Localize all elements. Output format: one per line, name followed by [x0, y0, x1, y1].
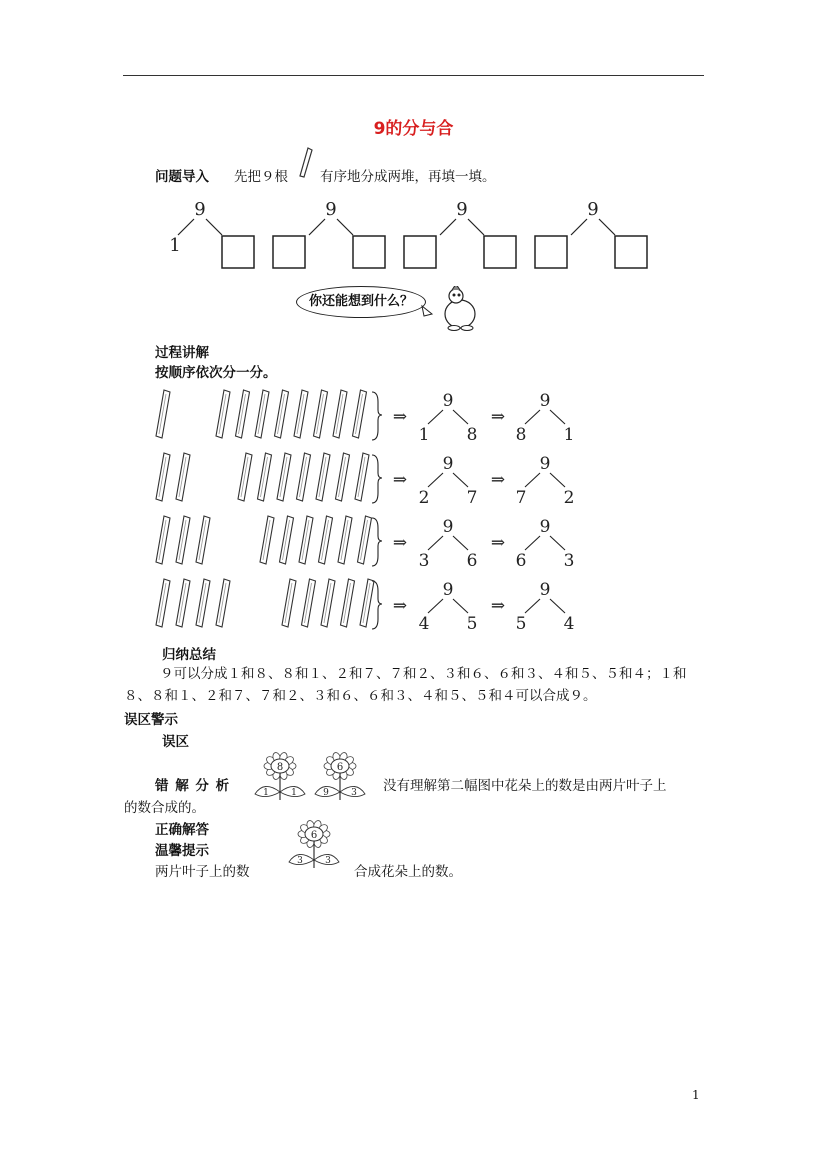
stick [294, 390, 308, 438]
tree-right-number: 1 [563, 425, 575, 445]
split-tree [516, 391, 575, 445]
tree-top-number: 9 [539, 391, 551, 411]
leaf-right-number: 1 [291, 788, 297, 798]
correct-label: 正确解答 [155, 822, 209, 838]
split-tree [404, 199, 516, 268]
stick [353, 390, 367, 438]
flower-center-number: 8 [276, 762, 284, 773]
tree-left-number: 4 [418, 614, 430, 634]
process-heading: 过程讲解 [155, 345, 209, 361]
split-tree [419, 517, 478, 571]
tree-right-number: 2 [563, 488, 575, 508]
thought-bubble: 你还能想到什么？ [296, 286, 426, 318]
stick [341, 579, 355, 627]
split-tree [419, 454, 478, 508]
flower-center-number: 6 [336, 762, 344, 773]
stick [176, 516, 190, 564]
tree-left-number: 7 [515, 488, 527, 508]
stick [355, 453, 369, 501]
arrow-icon: ⇒ [392, 533, 408, 553]
arrow-icon: ⇒ [392, 596, 408, 616]
stick [258, 453, 272, 501]
tip-suffix: 合成花朵上的数。 [354, 864, 462, 880]
tree-left-number: 1 [169, 235, 181, 256]
stick [238, 453, 252, 501]
stick [156, 579, 170, 627]
stick [358, 516, 372, 564]
answer-box[interactable] [353, 236, 385, 268]
stick [299, 516, 313, 564]
mascot-icon [412, 286, 482, 331]
analysis-text-2: 的数合成的。 [124, 800, 205, 816]
split-tree [419, 580, 478, 634]
tree-right-number: 4 [563, 614, 575, 634]
tip-label: 温馨提示 [155, 843, 209, 859]
summary-heading: 归纳总结 [162, 647, 216, 663]
arrow-icon: ⇒ [392, 407, 408, 427]
stick [216, 579, 230, 627]
flower-3 [284, 820, 344, 870]
stick [156, 390, 170, 438]
stick [302, 579, 316, 627]
tree-left-number: 6 [515, 551, 527, 571]
arrow-icon: ⇒ [490, 533, 506, 553]
tree-top-number: 9 [325, 199, 337, 220]
leaf-left-number: 9 [323, 788, 329, 798]
stick [282, 579, 296, 627]
answer-box[interactable] [535, 236, 567, 268]
process-subheading: 按顺序依次分一分。 [155, 365, 277, 381]
tree-top-number: 9 [442, 580, 454, 600]
warning-heading: 误区警示 [124, 712, 178, 728]
stick [260, 516, 274, 564]
stick [216, 390, 230, 438]
flower-2 [310, 752, 370, 802]
stick [280, 516, 294, 564]
tree-right-number: 5 [466, 614, 478, 634]
brace [372, 581, 382, 629]
warning-sub: 误区 [162, 734, 189, 750]
summary-text: ９可以分成１和８、８和１、２和７、７和２、３和６、６和３、４和５、５和４；１和８、８和１、２和７、７和２、３和６、６和３、４和５、５和４可以合成９。 [124, 666, 687, 704]
tree-left-number: 1 [418, 425, 430, 445]
intro-suffix: 有序地分成两堆，再填一填。 [320, 169, 496, 185]
stick [277, 453, 291, 501]
page-title: 9的分与合 [373, 119, 454, 139]
answer-box[interactable] [404, 236, 436, 268]
stick [196, 579, 210, 627]
tree-top-number: 9 [194, 199, 206, 220]
arrow-icon: ⇒ [490, 596, 506, 616]
tip-prefix: 两片叶子上的数 [155, 864, 250, 880]
tree-top-number: 9 [442, 517, 454, 537]
stick [236, 390, 250, 438]
split-row [156, 390, 574, 445]
tree-right-number: 8 [466, 425, 478, 445]
flower-1 [250, 752, 310, 802]
split-row [156, 516, 574, 571]
stick [275, 390, 289, 438]
stick [176, 579, 190, 627]
split-row [156, 579, 574, 634]
intro-trees [160, 195, 660, 275]
analysis-text-1: 没有理解第二幅图中花朵上的数是由两片叶子上 [383, 778, 667, 794]
leaf-right-number: 3 [351, 788, 357, 798]
arrow-icon: ⇒ [392, 470, 408, 490]
tree-right-number: 7 [466, 488, 478, 508]
split-tree [516, 517, 575, 571]
split-tree [516, 454, 575, 508]
analysis-label: 错 解 分 析 [155, 778, 231, 794]
stick [297, 453, 311, 501]
leaf-left-number: 1 [263, 788, 269, 798]
arrow-icon: ⇒ [490, 407, 506, 427]
answer-box[interactable] [615, 236, 647, 268]
answer-box[interactable] [273, 236, 305, 268]
stick [314, 390, 328, 438]
tree-top-number: 9 [539, 580, 551, 600]
tree-right-number: 3 [563, 551, 575, 571]
split-tree [169, 199, 254, 268]
arrow-icon: ⇒ [490, 470, 506, 490]
answer-box[interactable] [222, 236, 254, 268]
stick [338, 516, 352, 564]
stick [333, 390, 347, 438]
split-row [156, 453, 574, 508]
tree-left-number: 2 [418, 488, 430, 508]
brace [372, 518, 382, 566]
leaf-right-number: 3 [325, 856, 331, 866]
tree-top-number: 9 [587, 199, 599, 220]
stick [196, 516, 210, 564]
page-number: 1 [692, 1088, 700, 1102]
stick [255, 390, 269, 438]
intro-heading: 问题导入 [155, 169, 209, 185]
answer-box[interactable] [484, 236, 516, 268]
stick-icon [296, 146, 316, 180]
tree-top-number: 9 [539, 454, 551, 474]
split-tree [516, 580, 575, 634]
tree-top-number: 9 [456, 199, 468, 220]
tree-left-number: 8 [515, 425, 527, 445]
tree-top-number: 9 [442, 454, 454, 474]
brace [372, 455, 382, 503]
tree-left-number: 3 [418, 551, 430, 571]
header-rule [123, 75, 704, 76]
flower-center-number: 6 [310, 830, 318, 841]
process-diagram [150, 388, 590, 636]
stick [316, 453, 330, 501]
tree-left-number: 5 [515, 614, 527, 634]
stick [336, 453, 350, 501]
stick [156, 453, 170, 501]
tree-top-number: 9 [442, 391, 454, 411]
stick [321, 579, 335, 627]
tree-right-number: 6 [466, 551, 478, 571]
tree-top-number: 9 [539, 517, 551, 537]
stick [360, 579, 374, 627]
split-tree [535, 199, 647, 268]
split-tree [273, 199, 385, 268]
stick [319, 516, 333, 564]
split-tree [419, 391, 478, 445]
stick [176, 453, 190, 501]
leaf-left-number: 3 [297, 856, 303, 866]
stick [156, 516, 170, 564]
intro-prefix: 先把９根 [234, 169, 288, 185]
brace [372, 392, 382, 440]
